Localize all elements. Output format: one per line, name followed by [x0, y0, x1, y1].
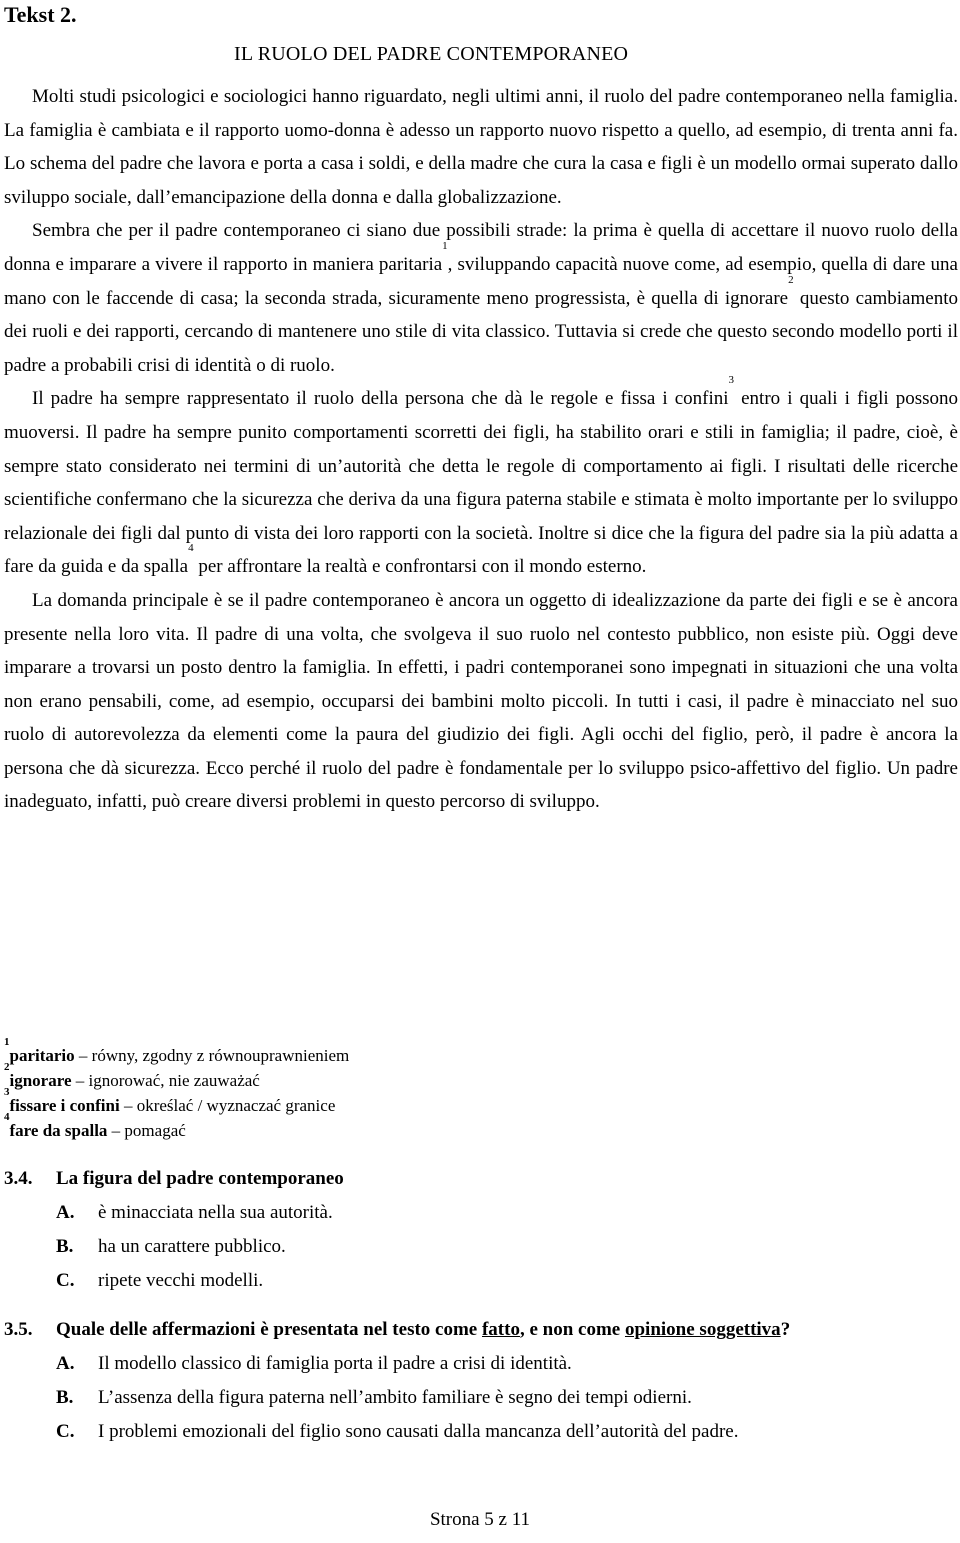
answer-option-a[interactable]: A. Il modello classico di famiglia porta il padre a crisi di identità.	[56, 1353, 572, 1374]
question-number: 3.4.	[4, 1168, 33, 1189]
question-number: 3.5.	[4, 1319, 33, 1340]
paragraph-3: Il padre ha sempre rappresentato il ruolo della persona che dà le regole e fissa i confini$^3$ entro i quali i figli possono muoversi. Il padre ha sempre punito comportamenti scorretti dei figli, ha stabilito orari e stili in famiglia; il padre, cioè, è sempre stato considerato nei termini di un’autorità che detta le regole di comportamento ai figli. I risultati delle ricerche scientifiche confermano che la sicurezza che deriva da una figura paterna stabile e stimata è molto importante per lo sviluppo relazionale dei figli dal punto di vista dei loro rapporti con la società. Inoltre si dice che la figura del padre sia la più adatta a fare da guida e da spalla$^4$ per affrontare la realtà e confrontarsi con il mondo esterno.	[4, 374, 958, 578]
question-text: La figura del padre contemporaneo	[56, 1168, 344, 1189]
glossary-entry: $^4$fare da spalla – pomagać	[4, 1111, 186, 1140]
answer-option-c[interactable]: C. ripete vecchi modelli.	[56, 1270, 264, 1291]
glossary-entry: $^3$fissare i confini – określać / wyznaczać granice	[4, 1086, 336, 1115]
question-3-4	[4, 1162, 958, 1298]
glossary	[4, 1036, 350, 1143]
footnote-ref-2: 2	[788, 273, 794, 286]
question-text: Quale delle affermazioni è presentata nel testo come fatto, e non come opinione soggettiva?	[56, 1319, 791, 1340]
document-label: Tekst 2.	[4, 2, 77, 27]
answer-option-a[interactable]: A. è minacciata nella sua autorità.	[56, 1202, 333, 1223]
footnote-ref-4: 4	[188, 542, 194, 555]
footnote-ref-3: 3	[728, 374, 735, 387]
glossary-entry: $^2$ignorare – ignorować, nie zauważać	[4, 1061, 260, 1090]
question-3-5	[4, 1313, 958, 1449]
answer-option-c[interactable]: C. I problemi emozionali del figlio sono causati dalla mancanza dell’autorità del padre.	[56, 1421, 739, 1442]
glossary-entry: $^1$paritario – równy, zgodny z równouprawnieniem	[4, 1036, 350, 1065]
page-number: Strona 5 z 11	[429, 1509, 531, 1530]
paragraph-1: Molti studi psicologici e sociologici hanno riguardato, negli ultimi anni, il ruolo del padre contemporaneo nella famiglia. La famiglia è cambiata e il rapporto uomo-donna è adesso un rapporto nuovo rispetto a quello, ad esempio, di trenta anni fa. Lo schema del padre che lavora e porta a casa i soldi, e della madre che cura la casa e figli è un modello ormai superato dallo sviluppo sociale, dall’emancipazione della donna e dalla globalizzazione.	[4, 86, 958, 208]
article-title: IL RUOLO DEL PADRE CONTEMPORANEO	[234, 43, 629, 65]
article-body	[4, 80, 958, 819]
answer-option-b[interactable]: B. ha un carattere pubblico.	[56, 1236, 286, 1257]
paragraph-4: La domanda principale è se il padre contemporaneo è ancora un oggetto di idealizzazione da parte dei figli e se è ancora presente nella loro vita. Il padre di una volta, che svolgeva il suo ruolo nel contesto pubblico, non esiste più. Oggi deve imparare a trovarsi un posto dentro la famiglia. In effetti, i padri contemporanei sono impegnati in situazioni che una volta non erano pensabili, come, ad esempio, occuparsi dei bambini molto piccoli. In tutti i casi, il padre è minacciato nel suo ruolo di autorevolezza da elementi come la paura del giudizio dei figli. Agli occhi del figlio, però, il padre è ancora la persona che dà sicurezza. Ecco perché il ruolo del padre è fondamentale per lo sviluppo psico-affettivo del figlio. Un padre inadeguato, infatti, può creare diversi problemi in questo percorso di sviluppo.	[4, 589, 958, 813]
paragraph-2: Sembra che per il padre contemporaneo ci siano due possibili strade: la prima è quella di accettare il nuovo ruolo della donna e imparare a vivere il rapporto in maniera paritaria$^1$, sviluppando capacità nuove come, ad esempio, quella di dare una mano con le faccende di casa; la seconda strada, sicuramente meno progressista, è quella di ignorare$^2$ questo cambiamento dei ruoli e dei rapporti, cercando di mantenere uno stile di vita classico. Tuttavia si crede che questo secondo modello porti il padre a probabili crisi di identità o di ruolo.	[4, 220, 958, 376]
footnote-ref-1: 1	[442, 239, 448, 252]
answer-option-b[interactable]: B. L’assenza della figura paterna nell’ambito familiare è segno dei tempi odierni.	[56, 1387, 692, 1408]
